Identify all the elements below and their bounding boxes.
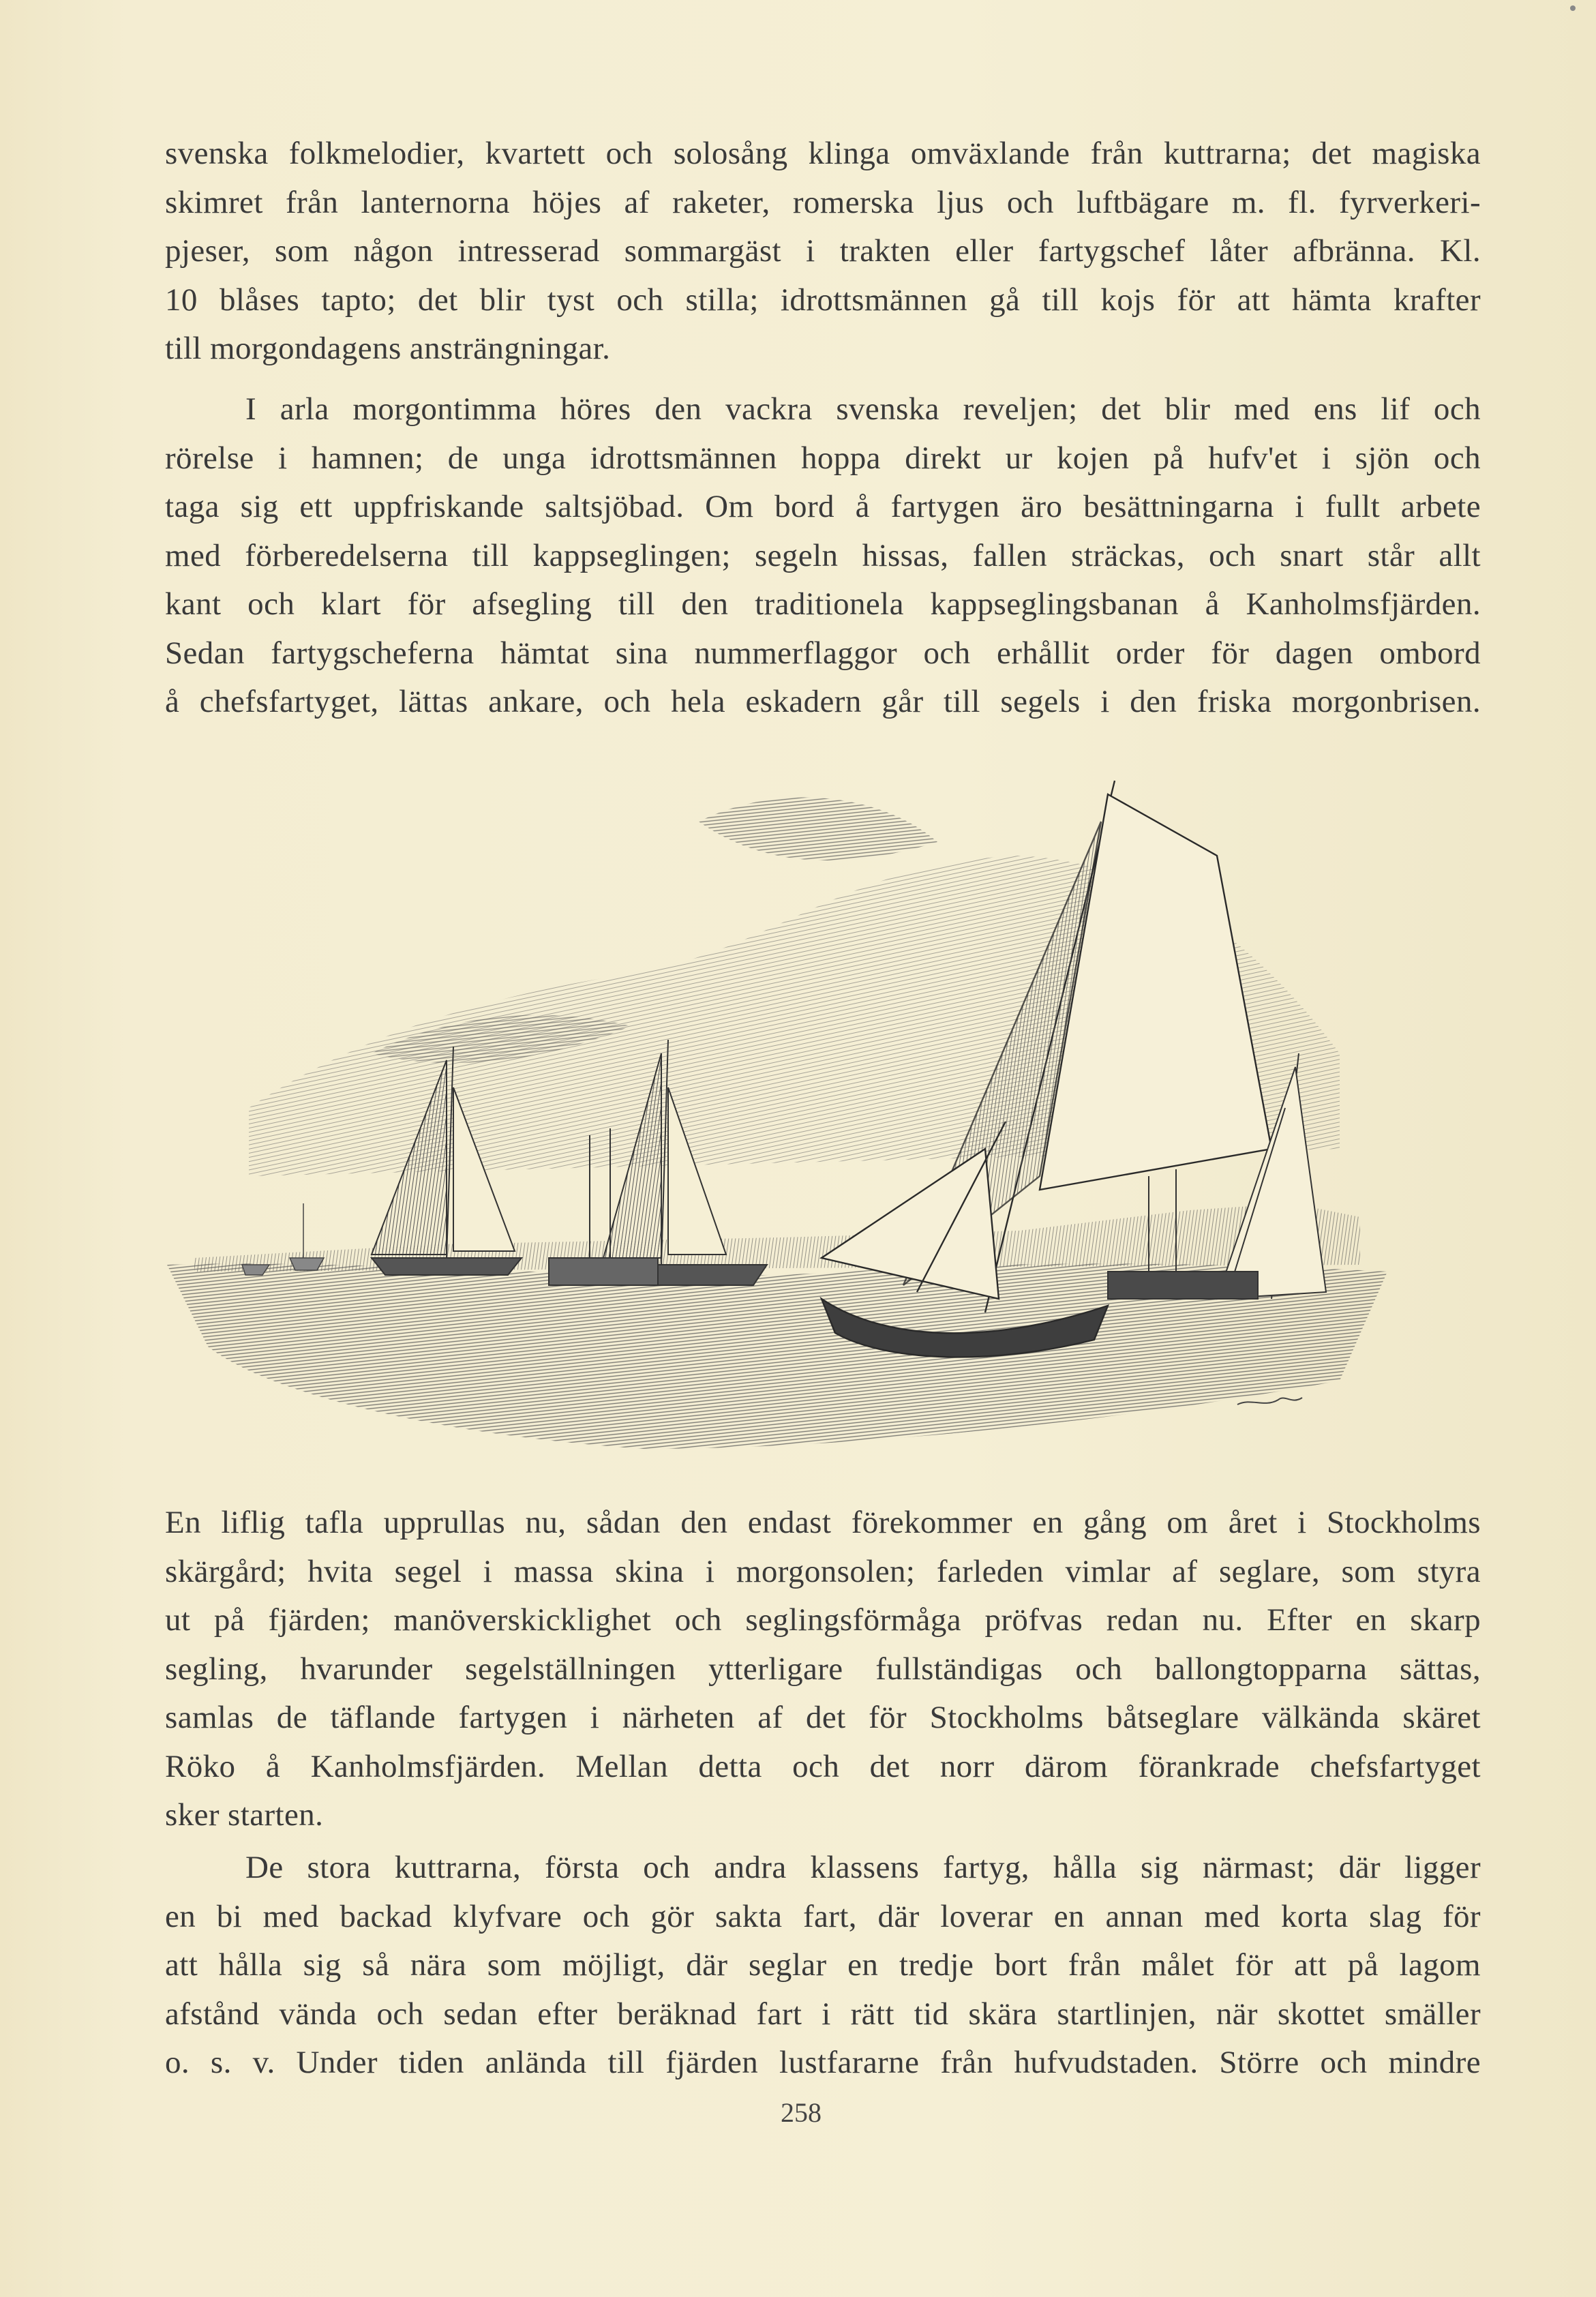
text-line: sker starten.	[165, 1797, 324, 1833]
artist-signature	[1237, 1398, 1302, 1405]
text-line: Röko å Kanholmsfjärden. Mellan detta och det norr därom förankrade chefsfartyget	[165, 1748, 1481, 1784]
paragraph-1	[165, 130, 1481, 374]
text-line: De stora kuttrarna, första och andra klassens fartyg, hålla sig närmast; där ligger	[245, 1850, 1481, 1885]
paragraph-3	[165, 1499, 1481, 1840]
page-number: 258	[781, 2097, 822, 2128]
text-line: till morgondagens ansträngningar.	[165, 331, 611, 366]
text-line: taga sig ett uppfriskande saltsjöbad. Om bord å fartygen äro besättningarna i fullt arbete	[165, 489, 1481, 524]
text-line: att hålla sig så nära som möjligt, där seglar en tredje bort från målet för att på lagom	[165, 1947, 1481, 1983]
text-line: En liflig tafla upprullas nu, sådan den endast förekommer en gång om året i Stockholms	[165, 1505, 1481, 1540]
text-line: skimret från lanternorna höjes af raketer, romerska ljus och luftbägare m. fl. fyrverkeri-	[165, 184, 1481, 220]
text-line: å chefsfartyget, lättas ankare, och hela eskadern går till segels i den friska morgonbrisen.	[165, 684, 1481, 719]
text-line: Sedan fartygscheferna hämtat sina nummerflaggor och erhållit order för dagen ombord	[165, 635, 1481, 671]
paragraph-2	[165, 385, 1481, 727]
text-line: o. s. v. Under tiden anlända till fjärden lustfararne från hufvudstaden. Större och mindre	[165, 2045, 1481, 2080]
text-line: 10 blåses tapto; det blir tyst och stilla; idrottsmännen gå till kojs för att hämta krafter	[165, 282, 1481, 318]
text-line: svenska folkmelodier, kvartett och solosång klinga omväxlande från kuttrarna; det magiska	[165, 136, 1481, 171]
margin-speck	[1570, 5, 1576, 11]
text-line: afstånd vända och sedan efter beräknad fart i rätt tid skära startlinjen, när skottet smäller	[165, 1996, 1481, 2032]
text-line: en bi med backad klyfvare och gör sakta fart, där loverar en annan med korta slag för	[165, 1898, 1481, 1934]
text-line: rörelse i hamnen; de unga idrottsmännen hoppa direkt ur kojen på hufv'et i sjön och	[165, 440, 1481, 476]
text-line: med förberedelserna till kappseglingen; segeln hissas, fallen sträckas, och snart står allt	[165, 537, 1481, 573]
text-line: kant och klart för afsegling till den traditionela kappseglingsbanan å Kanholmsfjärden.	[165, 586, 1481, 622]
far-shore	[194, 1203, 1360, 1272]
text-line: segling, hvarunder segelställningen ytterligare fullständigas och ballongtopparna sättas,	[165, 1651, 1481, 1687]
text-line: samlas de täflande fartygen i närheten af det för Stockholms båtseglare välkända skäret	[165, 1700, 1481, 1735]
paragraph-4	[165, 1844, 1481, 2088]
text-line: I arla morgontimma höres den vackra svenska reveljen; det blir med ens lif och	[245, 391, 1481, 427]
text-line: pjeser, som någon intresserad sommargäst i trakten eller fartygschef låter afbränna. Kl.	[165, 233, 1481, 269]
text-line: skärgård; hvita segel i massa skina i morgonsolen; farleden vimlar af seglare, som styra	[165, 1553, 1481, 1589]
sailing-regatta-engraving	[167, 767, 1387, 1473]
text-line: ut på fjärden; manöverskicklighet och seglingsförmåga pröfvas redan nu. Efter en skarp	[165, 1602, 1481, 1638]
cloud-dark	[699, 797, 937, 860]
